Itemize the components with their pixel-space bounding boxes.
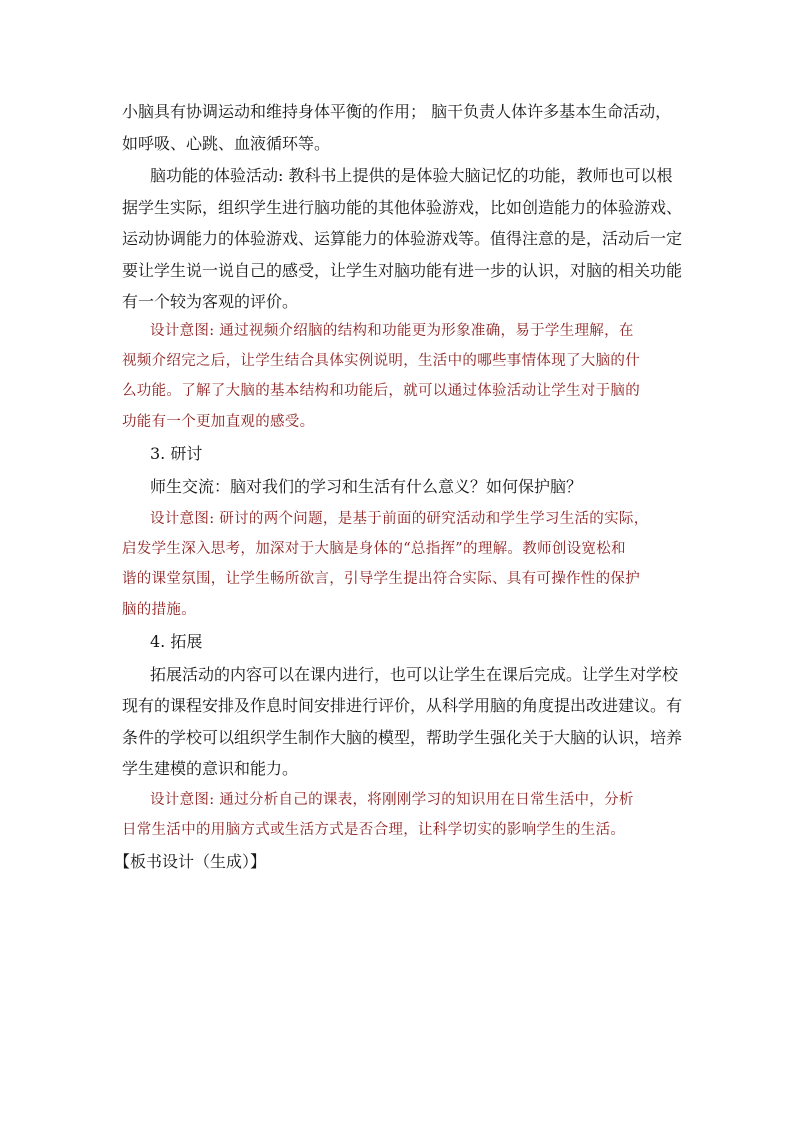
design-intent-line: 设计意图: 研讨的两个问题，是基于前面的研究活动和学生学习生活的实际， <box>150 511 649 527</box>
text-line: 有一个较为客观的评价。 <box>122 292 299 311</box>
design-intent-line: 启发学生深入思考，加深对于大脑是身体的“总指挥”的理解。教师创设宽松和 <box>122 541 626 557</box>
board-design-heading: 【板书设计（生成）】 <box>114 852 267 871</box>
design-intent-line: 功能有一个更加直观的感受。 <box>122 414 315 430</box>
text-line: 运动协调能力的体验游戏、运算能力的体验游戏等。值得注意的是，活动后一定 <box>122 229 683 248</box>
design-intent-line: 设计意图: 通过分析自己的课表，将刚刚学习的知识用在日常生活中，分析 <box>150 792 634 808</box>
section-heading-extension: 4. 拓展 <box>150 632 203 651</box>
text-line: 小脑具有协调运动和维持身体平衡的作用； 脑干负责人体许多基本生命活动， <box>122 102 672 121</box>
text-line: 现有的课程安排及作息时间安排进行评价，从科学用脑的角度提出改进建议。有 <box>122 696 683 715</box>
design-intent-line: 日常生活中的用脑方式或生活方式是否合理，让科学切实的影响学生的生活。 <box>122 822 626 838</box>
text-line: 拓展活动的内容可以在课内进行，也可以让学生在课后完成。让学生对学校 <box>150 665 679 684</box>
text-line: 据学生实际，组织学生进行脑功能的其他体验游戏，比如创造能力的体验游戏、 <box>122 198 683 217</box>
text-line: 脑功能的体验活动: 教科书上提供的是体验大脑记忆的功能，教师也可以根 <box>150 166 673 185</box>
design-intent-line: 设计意图: 通过视频介绍脑的结构和功能更为形象准确，易于学生理解，在 <box>150 323 634 339</box>
design-intent-line: 视频介绍完之后，让学生结合具体实例说明，生活中的哪些事情体现了大脑的什 <box>122 353 640 369</box>
design-intent-line: 谐的课堂氛围，让学生畅所欲言，引导学生提出符合实际、具有可操作性的保护 <box>122 571 640 587</box>
text-line: 如呼吸、心跳、血液循环等。 <box>122 134 331 153</box>
design-intent-line: 脑的措施。 <box>122 602 196 618</box>
section-heading-discussion: 3. 研讨 <box>150 444 203 463</box>
design-intent-line: 么功能。了解了大脑的基本结构和功能后，就可以通过体验活动让学生对于脑的 <box>122 383 640 399</box>
text-line: 学生建模的意识和能力。 <box>122 759 299 778</box>
text-line: 要让学生说一说自己的感受，让学生对脑功能有进一步的认识，对脑的相关功能 <box>122 261 683 280</box>
text-line: 师生交流：脑对我们的学习和生活有什么意义？如何保护脑？ <box>150 477 583 496</box>
text-line: 条件的学校可以组织学生制作大脑的模型，帮助学生强化关于大脑的认识，培养 <box>122 728 683 747</box>
